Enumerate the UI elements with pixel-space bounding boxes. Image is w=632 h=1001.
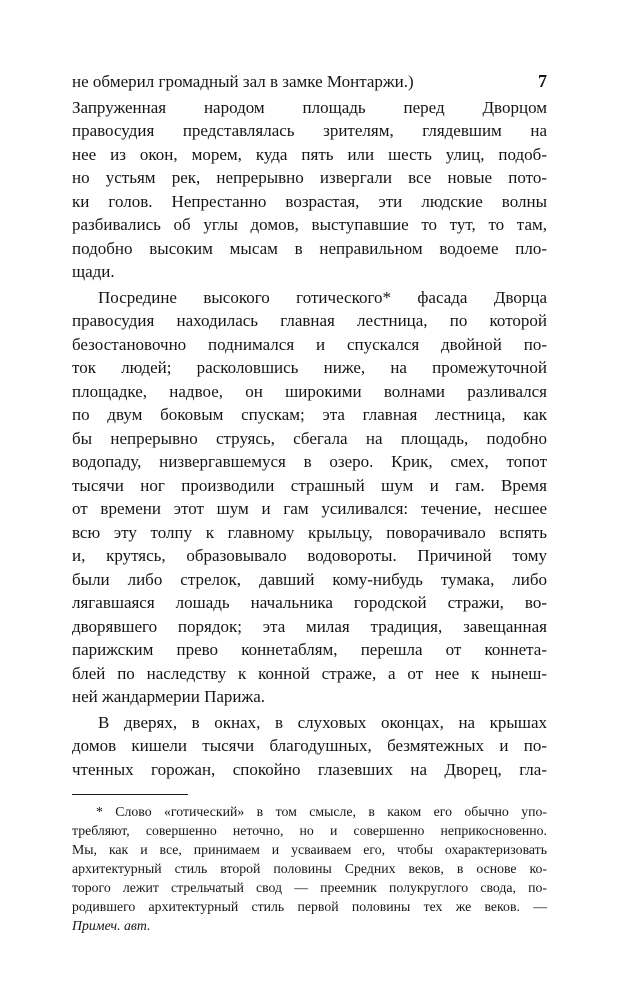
text-line: ней жандармерии Парижа. [72,687,266,706]
text-line: тысячи ног производили страшный шум и гам. Время [72,475,547,495]
text-line: Мы, как и все, принимаем и усваиваем его, чтобы охарактеризовать [72,842,547,857]
text-line: чтенных горожан, спокойно глазевших на Дворец, гла- [72,759,547,779]
text-line: всю эту толпу к главному крыльцу, поворачивало вспять [72,522,547,542]
text-line: по двум боковым спускам; эта главная лестница, как [72,405,547,424]
paragraph [72,802,547,935]
text-line: блей по наследству к конной страже, а от нее к нынеш- [72,663,547,683]
text-block [72,70,547,781]
paragraph [72,70,547,94]
text-line: * Слово «готический» в том смысле, в каком его обычно упо- [96,804,547,819]
text-line: водопаду, низвергавшемуся в озеро. Крик, смех, топот [72,452,547,471]
text-line: площадке, надвое, он широкими волнами разливался [72,381,547,401]
text-line: парижским прево коннетаблям, перешла от коннета- [72,640,547,659]
text-line: Запруженная народом площадь перед Дворцом [72,97,547,117]
text-line: ток людей; расколовшись ниже, на промежуточной [72,358,547,377]
text-line: лягавшаяся лошадь начальника городской стражи, во- [72,593,547,612]
text-line: и, крутясь, образовывало водовороты. Причиной тому [72,546,547,565]
text-line: ки голов. Непрестанно возрастая, эти людские волны [72,191,547,211]
paragraph [72,96,547,284]
paragraph [72,711,547,782]
footnote-separator [72,794,188,795]
text-line: торого лежит стрельчатый свод — преемник полукруглого свода, по- [72,880,547,895]
text-line: не обмерил громадный зал в замке Монтаржи.) [72,72,414,91]
text-line: нее из окон, морем, куда пять или шесть улиц, подоб- [72,144,547,164]
text-line: Примеч. авт. [72,918,151,933]
text-line: дворявшего порядок; эта милая традиция, завещанная [72,616,547,636]
text-line: Посредине высокого готического* фасада Дворца [98,287,547,307]
text-line: правосудия представлялась зрителям, глядевшим на [72,121,547,140]
text-line: безостановочно поднимался и спускался двойной по- [72,334,547,354]
text-line: щади. [72,262,115,281]
text-line: архитектурный стиль второй половины Средних веков, в основе ко- [72,861,547,876]
text-line: требляют, совершенно неточно, но и совершенно неприкосновенно. [72,823,547,838]
text-line: бы непрерывно струясь, сбегала на площадь, подобно [72,428,547,448]
text-line: правосудия находилась главная лестница, по которой [72,311,547,330]
footnote-block [72,802,547,935]
text-line: подобно высоким мысам в неправильном водоеме пло- [72,238,547,258]
text-line: В дверях, в окнах, в слуховых оконцах, на крышах [98,712,547,732]
paragraph [72,286,547,709]
text-line: домов кишели тысячи благодушных, безмятежных и по- [72,736,547,755]
text-line: были либо стрелок, давший кому-нибудь тумака, либо [72,569,547,589]
text-line: но устьям рек, непрерывно извергали все новые пото- [72,168,547,187]
text-line: разбивались об углы домов, выступавшие то тут, то там, [72,215,547,234]
text-line: родившего архитектурный стиль первой половины тех же веков. — [72,899,547,914]
text-line: от времени этот шум и гам усиливался: течение, несшее [72,499,547,518]
page-number: 7 [538,71,547,91]
